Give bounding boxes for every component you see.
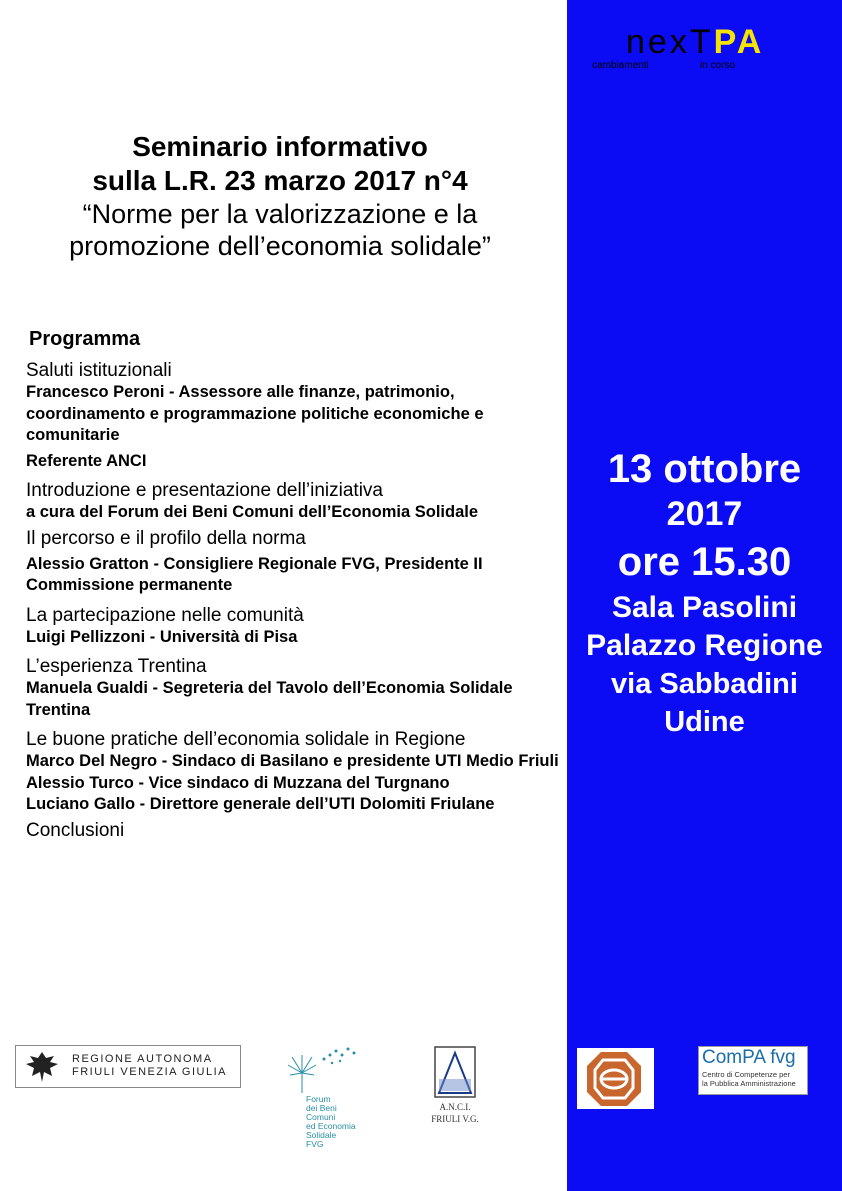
speaker: Referente ANCI bbox=[26, 451, 147, 470]
nextpa-tagline-right: in corso bbox=[700, 60, 736, 71]
section-title: Conclusioni bbox=[26, 819, 125, 841]
anci-line-2: FRIULI V.G. bbox=[431, 1114, 479, 1124]
regione-line-2: FRIULI VENEZIA GIULIA bbox=[72, 1066, 227, 1078]
forum-line: Comuni bbox=[306, 1112, 336, 1122]
regione-fvg-logo bbox=[15, 1045, 241, 1088]
forum-beni-comuni-logo bbox=[282, 1045, 362, 1155]
anci-line-1: A.N.C.I. bbox=[439, 1102, 471, 1112]
speaker: Luigi Pellizzoni - Università di Pisa bbox=[26, 627, 298, 646]
programma-heading: Programma bbox=[29, 328, 141, 350]
compa-line-1: Centro di Competenze per bbox=[702, 1070, 790, 1079]
compa-line-2: la Pubblica Amministrazione bbox=[702, 1079, 796, 1088]
section-title: L’esperienza Trentina bbox=[26, 656, 207, 677]
section-title: Introduzione e presentazione dell’iniziativa bbox=[26, 480, 384, 501]
forum-line: Solidale bbox=[306, 1130, 337, 1140]
title-line-3: “Norme per la valorizzazione e la bbox=[82, 199, 478, 229]
speaker: Marco Del Negro - Sindaco di Basilano e presidente UTI Medio Friuli bbox=[26, 752, 559, 770]
speaker: Alessio Gratton - Consigliere Regionale FVG, Presidente II Commissione permanente bbox=[26, 554, 483, 594]
nextpa-logo bbox=[590, 22, 820, 76]
speaker: Alessio Turco - Vice sindaco di Muzzana del Turgnano bbox=[26, 773, 450, 792]
speaker: Francesco Peroni - Assessore alle finanze, patrimonio, coordinamento e programmazione politiche economiche e comunitarie bbox=[26, 383, 484, 444]
forum-line: ed Economia bbox=[306, 1121, 356, 1131]
nextpa-tagline-left: cambiamenti bbox=[592, 60, 649, 71]
event-building: Palazzo Regione bbox=[586, 629, 823, 662]
event-date: 13 ottobre bbox=[607, 447, 802, 491]
eagle-icon bbox=[22, 1048, 62, 1086]
anci-fvg-logo bbox=[420, 1045, 490, 1140]
section-title: Il percorso e il profilo della norma bbox=[26, 527, 306, 549]
title-line-1: Seminario informativo bbox=[132, 131, 428, 162]
speaker: a cura del Forum dei Beni Comuni dell’Economia Solidale bbox=[26, 503, 479, 521]
section-title: La partecipazione nelle comunità bbox=[26, 604, 304, 626]
event-time: ore 15.30 bbox=[617, 540, 792, 584]
event-street: via Sabbadini bbox=[611, 668, 798, 700]
speaker: Manuela Gualdi - Segreteria del Tavolo dell’Economia Solidale Trentina bbox=[26, 679, 513, 719]
title-line-4: promozione dell’economia solidale” bbox=[69, 231, 491, 261]
regione-line-1: REGIONE AUTONOMA bbox=[72, 1053, 213, 1065]
event-year: 2017 bbox=[666, 495, 743, 533]
forum-line: FVG bbox=[306, 1139, 324, 1149]
octagon-emblem-icon bbox=[577, 1048, 654, 1109]
anci-shield-icon bbox=[433, 1045, 477, 1099]
event-venue: Sala Pasolini bbox=[611, 591, 798, 624]
compa-fvg-logo bbox=[698, 1046, 808, 1095]
forum-line: dei Beni bbox=[306, 1103, 337, 1113]
speaker: Luciano Gallo - Direttore generale dell’UTI Dolomiti Friulane bbox=[26, 795, 495, 813]
event-city: Udine bbox=[664, 706, 745, 738]
event-details bbox=[567, 445, 842, 741]
seminar-title bbox=[0, 130, 560, 262]
programma bbox=[26, 325, 566, 842]
dandelion-icon bbox=[282, 1045, 362, 1095]
compa-name: ComPA fvg bbox=[702, 1047, 796, 1068]
economia-solidale-logo bbox=[577, 1048, 654, 1109]
section-title: Saluti istituzionali bbox=[26, 360, 172, 381]
section-title: Le buone pratiche dell’economia solidale in Regione bbox=[26, 729, 466, 750]
nextpa-logo-main: nexT bbox=[626, 23, 714, 61]
forum-line: Forum bbox=[306, 1094, 331, 1104]
title-line-2: sulla L.R. 23 marzo 2017 n°4 bbox=[92, 165, 468, 196]
nextpa-logo-pa: PA bbox=[713, 23, 765, 61]
